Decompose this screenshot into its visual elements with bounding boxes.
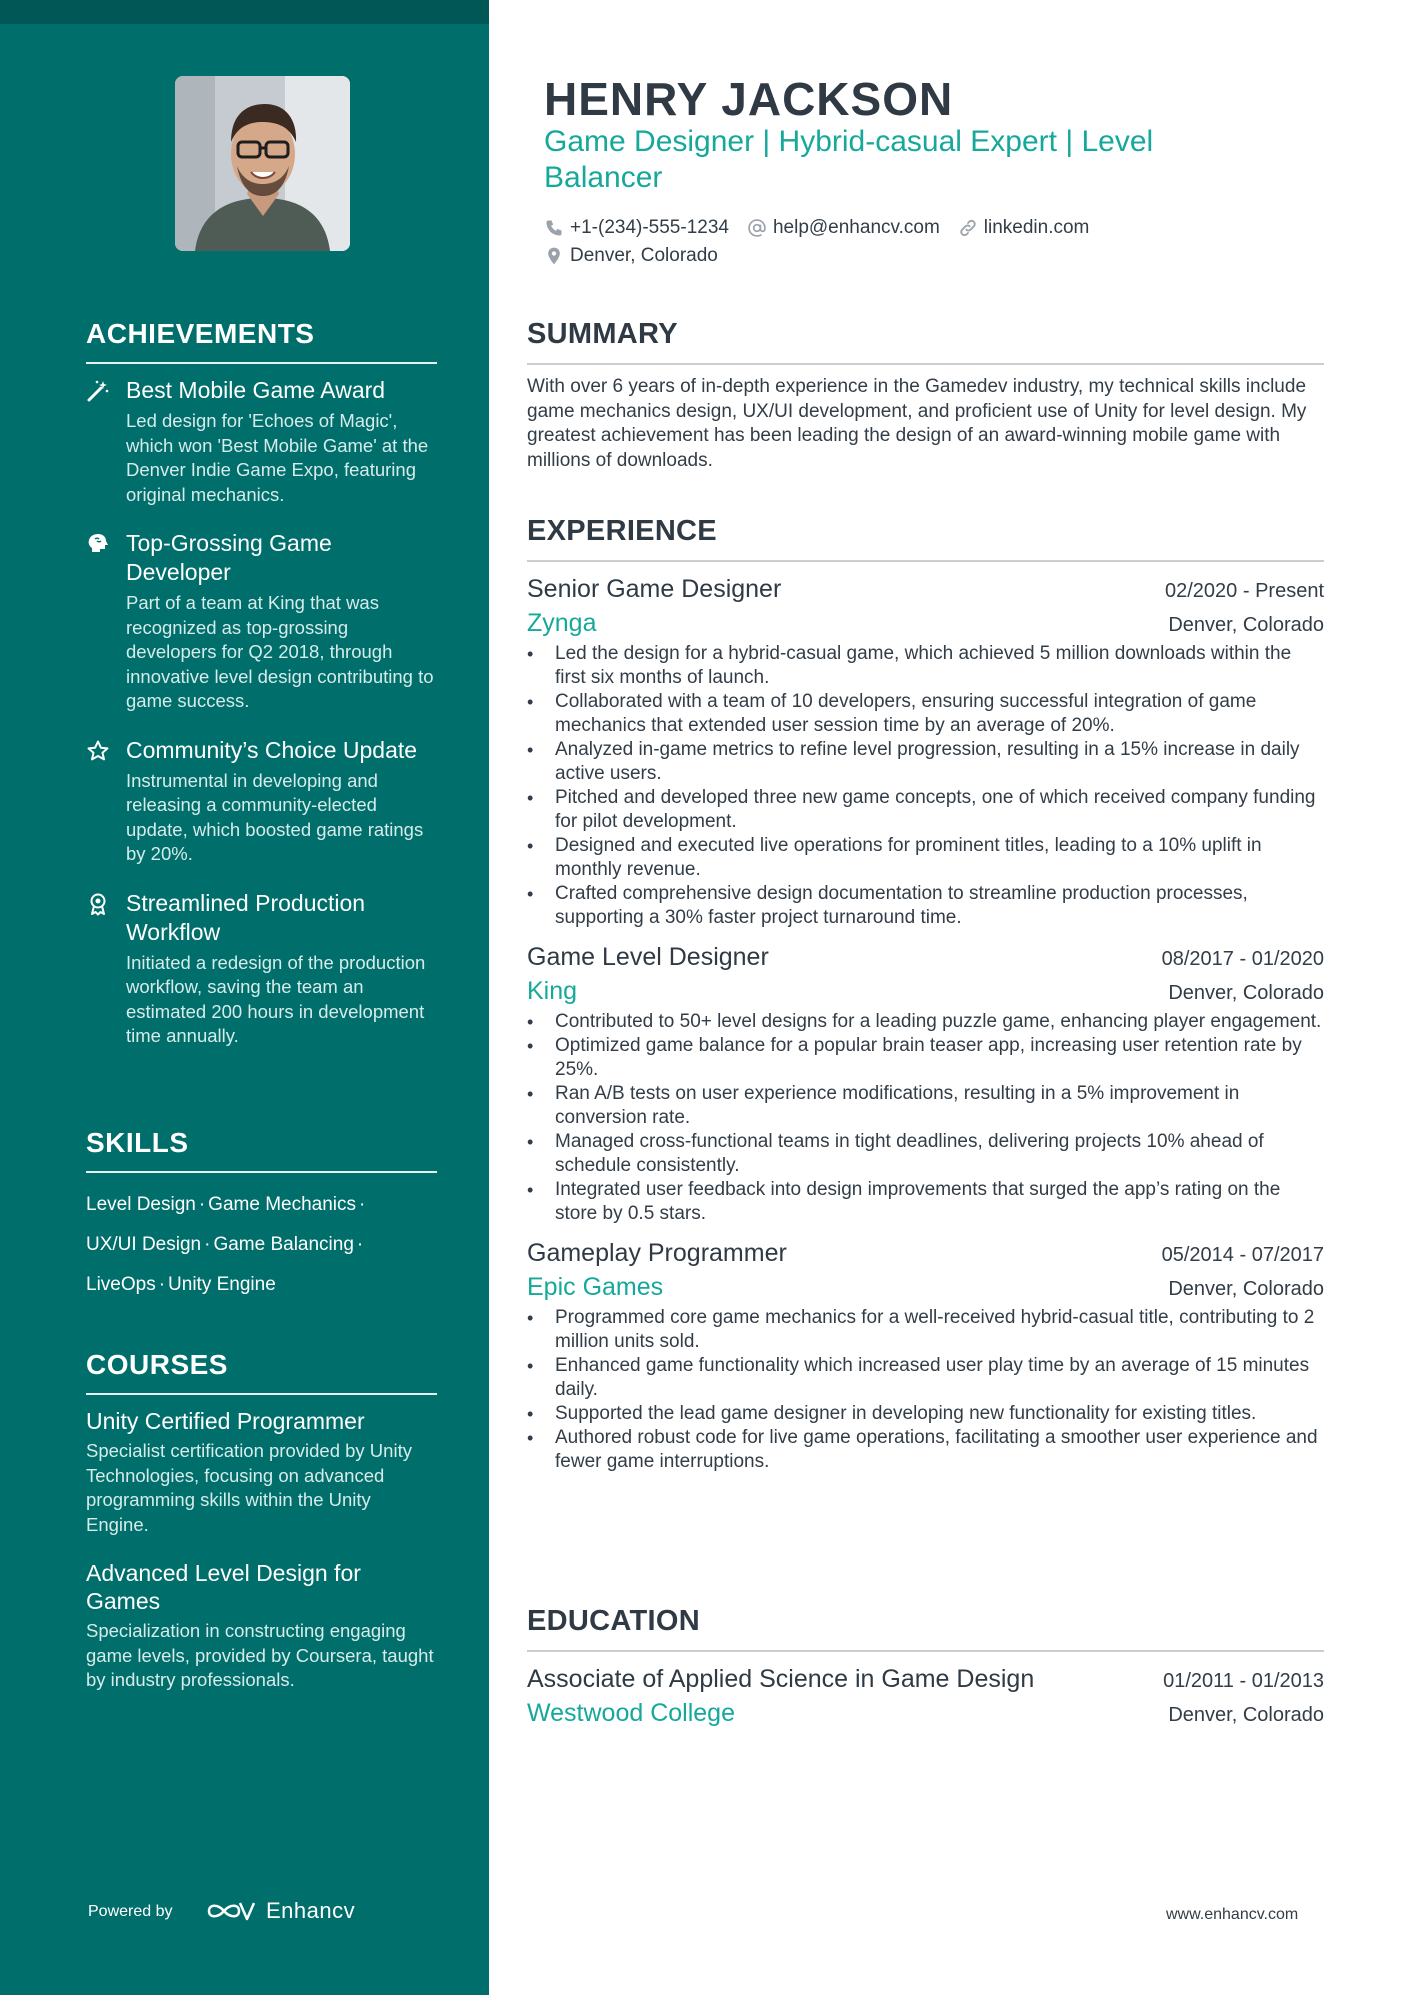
job-location: Denver, Colorado (1168, 982, 1324, 1004)
job-company: Zynga (527, 609, 597, 637)
job-bullet: • Contributed to 50+ level designs for a leading puzzle game, enhancing player engagement. (527, 1010, 1324, 1034)
job-bullet: • Analyzed in-game metrics to refine level progression, resulting in a 15% increase in daily active users. (527, 738, 1324, 786)
skill-tag: UX/UI Design (86, 1234, 202, 1255)
location-contact (544, 245, 718, 267)
email-text: help@enhancv.com (772, 217, 940, 238)
achievement-title: Best Mobile Game Award (126, 377, 386, 403)
course-description: Specialization in constructing engaging game levels, provided by Coursera, taught by industry professionals. (86, 1620, 434, 1690)
education-section (527, 1605, 1324, 1740)
at-sign-icon (747, 218, 767, 238)
education-dates: 01/2011 - 01/2013 (1163, 1670, 1324, 1692)
phone-icon (544, 218, 564, 238)
link-text: linkedin.com (983, 217, 1090, 238)
achievement-item (86, 889, 437, 1049)
summary-title: SUMMARY (527, 318, 1324, 365)
skills-section: SKILLS Level Design · Game Mechanics · UX/UI Design · Game Balancing · LiveOps · Unity Engine (86, 1127, 437, 1305)
star-icon (86, 739, 110, 763)
job-entry (527, 572, 1324, 930)
experience-title: EXPERIENCE (527, 515, 1324, 562)
job-bullet: • Programmed core game mechanics for a well-received hybrid-casual title, contributing to 2 million units sold. (527, 1306, 1324, 1354)
skills-title: SKILLS (86, 1127, 437, 1173)
course-title: Unity Certified Programmer (86, 1408, 365, 1434)
course-description: Specialist certification provided by Unity Technologies, focusing on advanced programming skills within the Unity Engine. (86, 1440, 412, 1535)
achievement-title: Top-Grossing Game Developer (126, 530, 332, 585)
job-location: Denver, Colorado (1168, 1278, 1324, 1300)
achievement-item (86, 736, 437, 867)
candidate-headline: Game Designer | Hybrid-casual Expert | Level Balancer (544, 125, 1154, 194)
job-bullet: • Enhanced game functionality which increased user play time by an average of 15 minutes daily. (527, 1354, 1324, 1402)
location-pin-icon (544, 246, 564, 266)
education-location: Denver, Colorado (1168, 1704, 1324, 1726)
job-bullet: • Pitched and developed three new game concepts, one of which received company funding for pilot development. (527, 786, 1324, 834)
job-title: Game Level Designer (527, 943, 769, 971)
achievement-description: Instrumental in developing and releasing a community-elected update, which boosted game ratings by 20%. (126, 769, 424, 864)
enhancv-logo-icon (206, 1898, 256, 1924)
job-bullet: • Led the design for a hybrid-casual game, which achieved 5 million downloads within the first six months of launch. (527, 642, 1324, 690)
email-contact[interactable] (747, 217, 940, 239)
achievement-description: Part of a team at King that was recognized as top-grossing developers for Q2 2018, through innovative level design contributing to game success. (126, 592, 434, 711)
course-item (86, 1559, 437, 1693)
phone-text: +1-(234)-555-1234 (570, 217, 729, 238)
skill-tag: Unity Engine (168, 1274, 276, 1295)
school-name: Westwood College (527, 1699, 735, 1727)
achievements-section (86, 318, 437, 1071)
achievement-item (86, 376, 437, 507)
job-dates: 08/2017 - 01/2020 (1161, 948, 1324, 970)
brain-icon (86, 532, 110, 556)
course-title: Advanced Level Design for Games (86, 1560, 361, 1614)
powered-by-label: Powered by (88, 1903, 173, 1920)
summary-section (527, 318, 1324, 473)
education-title: EDUCATION (527, 1605, 1324, 1652)
job-bullet: • Managed cross-functional teams in tight deadlines, delivering projects 10% ahead of schedule consistently. (527, 1130, 1324, 1178)
summary-text: With over 6 years of in-depth experience in the Gamedev industry, my technical skills include game mechanics design, UX/UI development, and proficient use of Unity for level design. My greatest achievement has been leading the design of an award-winning mobile game with millions of downloads. (527, 376, 1307, 471)
experience-section (527, 515, 1324, 1484)
job-title: Gameplay Programmer (527, 1239, 787, 1267)
job-bullet: • Supported the lead game designer in developing new functionality for existing titles. (527, 1402, 1324, 1426)
job-company: King (527, 977, 578, 1005)
candidate-name: HENRY JACKSON (544, 73, 954, 125)
job-bullet: • Integrated user feedback into design improvements that surged the app’s rating on the store by 0.5 stars. (527, 1178, 1324, 1226)
job-entry (527, 940, 1324, 1226)
job-dates: 02/2020 - Present (1165, 580, 1324, 602)
job-bullet: • Crafted comprehensive design documentation to streamline production processes, supporting a 30% faster project turnaround time. (527, 882, 1324, 930)
magic-wand-icon (86, 379, 110, 403)
profile-photo (175, 76, 350, 251)
job-title: Senior Game Designer (527, 575, 782, 603)
linkedin-contact[interactable] (958, 217, 1090, 239)
sidebar-top-band (0, 0, 489, 24)
job-bullet: • Authored robust code for live game operations, facilitating a smoother user experience and fewer game interruptions. (527, 1426, 1324, 1474)
job-bullet: • Optimized game balance for a popular brain teaser app, increasing user retention rate by 25%. (527, 1034, 1324, 1082)
courses-section (86, 1349, 437, 1715)
achievement-description: Initiated a redesign of the production workflow, saving the team an estimated 200 hours in development time annually. (126, 951, 426, 1046)
location-text: Denver, Colorado (570, 245, 718, 266)
skill-tag: Game Mechanics (208, 1194, 357, 1215)
job-dates: 05/2014 - 07/2017 (1161, 1244, 1324, 1266)
education-entry (527, 1662, 1324, 1730)
job-bullets (527, 1010, 1324, 1226)
achievement-description: Led design for 'Echoes of Magic', which won 'Best Mobile Game' at the Denver Indie Game Expo, featuring original mechanics. (126, 410, 429, 505)
achievement-title: Streamlined Production Workflow (126, 889, 366, 945)
achievements-title: ACHIEVEMENTS (86, 318, 437, 364)
course-item (86, 1407, 437, 1537)
brand-name: Enhancv (266, 1898, 356, 1923)
brand-logo[interactable] (206, 1898, 355, 1924)
degree-title: Associate of Applied Science in Game Design (527, 1665, 1035, 1693)
contact-info (544, 214, 1264, 270)
achievement-item (86, 529, 437, 714)
skill-tag: LiveOps (86, 1274, 156, 1295)
job-bullet: • Ran A/B tests on user experience modifications, resulting in a 5% improvement in conversion rate. (527, 1082, 1324, 1130)
skill-tag: Game Balancing (213, 1234, 354, 1255)
link-icon (958, 218, 978, 238)
footer-url[interactable]: www.enhancv.com (1166, 1906, 1299, 1923)
phone-contact[interactable] (544, 217, 729, 239)
achievement-title: Community’s Choice Update (126, 736, 418, 763)
job-bullet: • Collaborated with a team of 10 developers, ensuring successful integration of game mechanics that extended user session time by an average of 20%. (527, 690, 1324, 738)
job-bullets (527, 1306, 1324, 1474)
skill-tag: Level Design (86, 1194, 196, 1215)
job-entry (527, 1236, 1324, 1474)
job-company: Epic Games (527, 1273, 664, 1301)
job-bullet: • Designed and executed live operations for prominent titles, leading to a 10% uplift in monthly revenue. (527, 834, 1324, 882)
award-ribbon-icon (86, 892, 110, 916)
job-location: Denver, Colorado (1168, 614, 1324, 636)
sidebar (0, 0, 489, 1995)
courses-title: COURSES (86, 1349, 437, 1395)
job-bullets (527, 642, 1324, 930)
